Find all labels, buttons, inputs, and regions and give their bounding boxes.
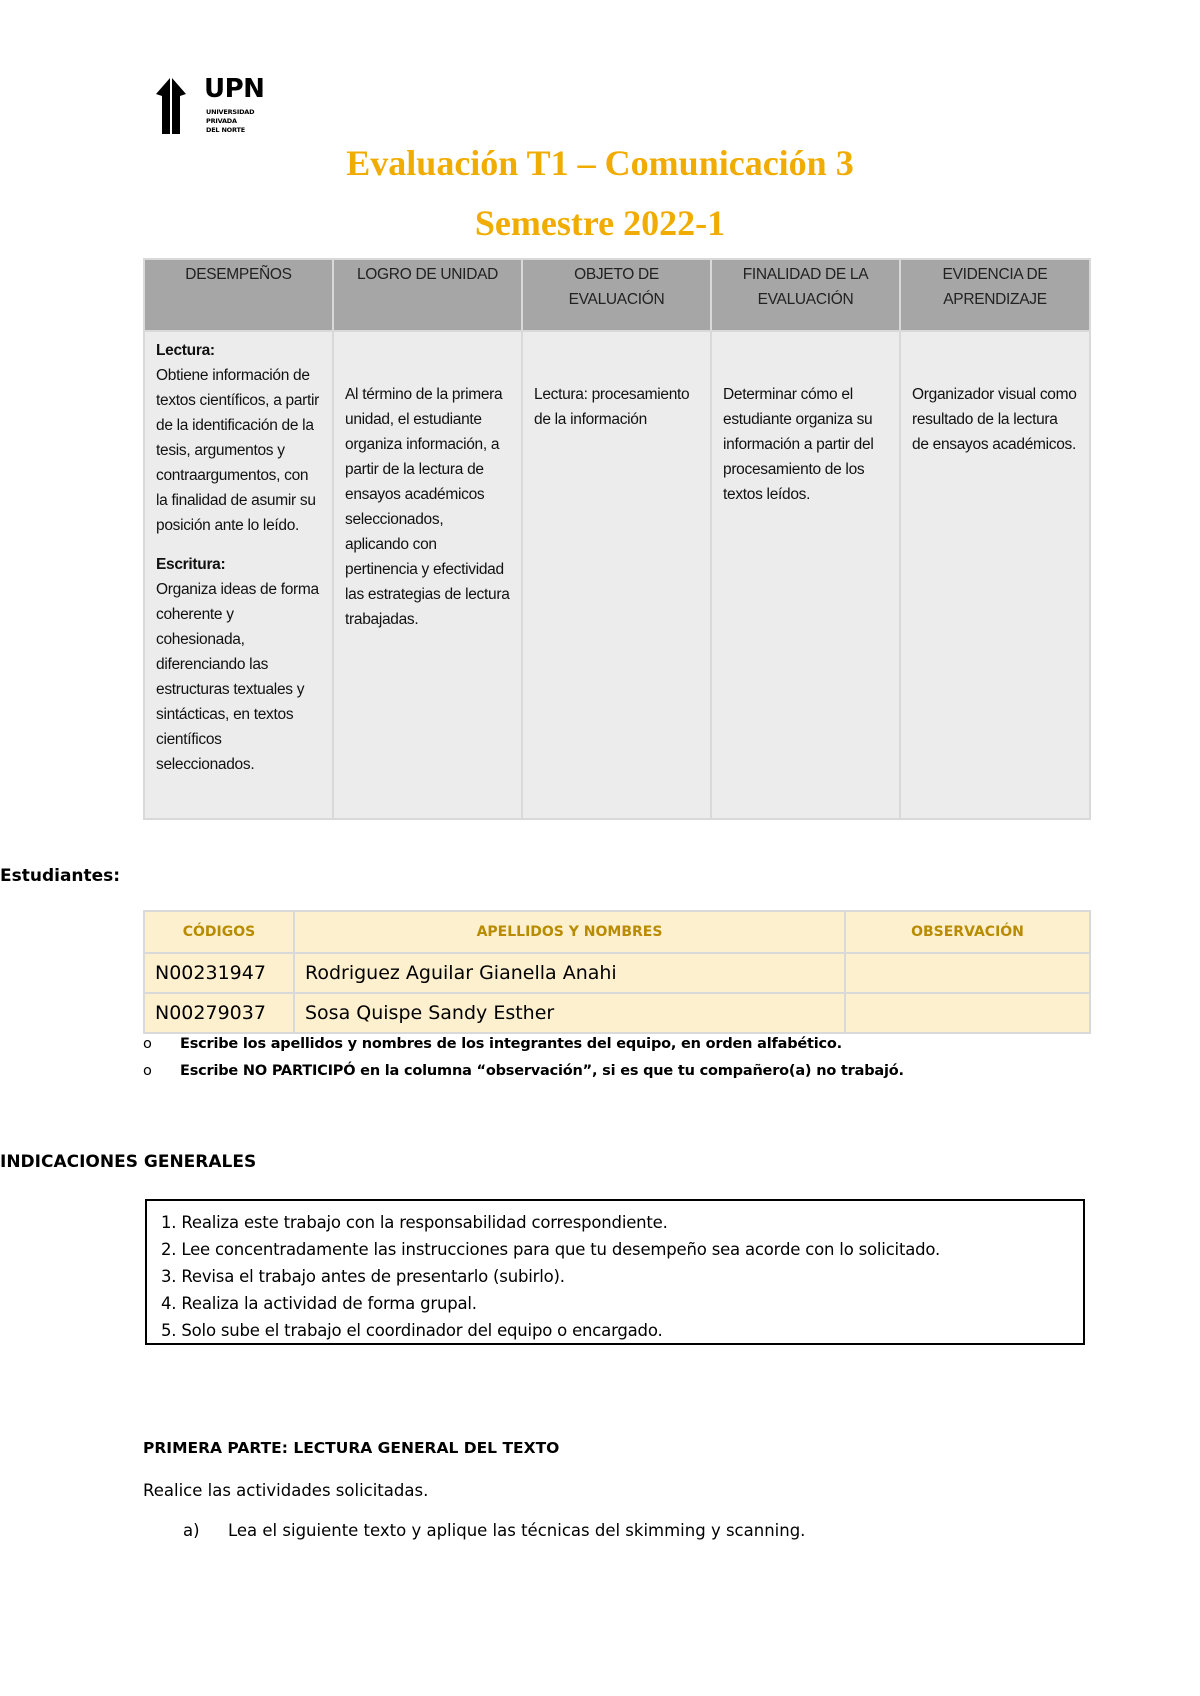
header-nombres: APELLIDOS Y NOMBRES bbox=[294, 911, 845, 953]
part-one-item bbox=[183, 1521, 805, 1540]
part-one-instruction: Realice las actividades solicitadas. bbox=[143, 1481, 429, 1500]
cell-evidencia bbox=[900, 331, 1090, 819]
student-code: N00279037 bbox=[144, 993, 294, 1033]
list-item bbox=[143, 1063, 904, 1090]
lectura-label: Lectura: bbox=[156, 342, 215, 359]
logo-sub-line: PRIVADA bbox=[206, 117, 237, 125]
torch-icon bbox=[154, 76, 198, 136]
general-heading: INDICACIONES GENERALES bbox=[0, 1152, 257, 1172]
general-instructions-list bbox=[147, 1213, 1083, 1348]
bullet-marker: o bbox=[143, 1063, 152, 1079]
students-header-row bbox=[144, 911, 1090, 953]
item-text: Lea el siguiente texto y aplique las técnicas del skimming y scanning. bbox=[228, 1521, 806, 1540]
part-one-heading: PRIMERA PARTE: LECTURA GENERAL DEL TEXTO bbox=[143, 1439, 560, 1457]
cell-finalidad bbox=[711, 331, 900, 819]
evidencia-text: Organizador visual como resultado de la lectura de ensayos académicos. bbox=[912, 386, 1077, 453]
cell-desempenos bbox=[144, 331, 333, 819]
header-logro: LOGRO DE UNIDAD bbox=[333, 259, 522, 331]
student-name: Rodriguez Aguilar Gianella Anahi bbox=[294, 953, 845, 993]
logo-sub-line: UNIVERSIDAD bbox=[206, 108, 255, 116]
evaluation-content-row bbox=[144, 331, 1090, 819]
finalidad-text: Determinar cómo el estudiante organiza su información a partir del procesamiento de los textos leídos. bbox=[723, 386, 874, 503]
list-item bbox=[143, 1036, 904, 1063]
list-item: 5. Solo sube el trabajo el coordinador del equipo o encargado. bbox=[161, 1321, 663, 1340]
students-label: Estudiantes: bbox=[0, 866, 121, 886]
students-table bbox=[143, 910, 1091, 1034]
list-item: 3. Revisa el trabajo antes de presentarlo (subirlo). bbox=[161, 1267, 565, 1286]
escritura-label: Escritura: bbox=[156, 556, 226, 573]
logo-sub-line: DEL NORTE bbox=[206, 126, 245, 134]
list-item: 1. Realiza este trabajo con la responsabilidad correspondiente. bbox=[161, 1213, 668, 1232]
logro-text: Al término de la primera unidad, el estudiante organiza información, a partir de la lectura de ensayos académicos seleccionados, aplicando con pertinencia y efectividad las estrategias de lectura trabajadas. bbox=[345, 386, 510, 628]
cell-logro bbox=[333, 331, 522, 819]
student-code: N00231947 bbox=[144, 953, 294, 993]
instruction-notes bbox=[143, 1036, 904, 1090]
header-evidencia: EVIDENCIA DE APRENDIZAJE bbox=[900, 259, 1090, 331]
item-letter: a) bbox=[183, 1521, 200, 1540]
header-objeto: OBJETO DE EVALUACIÓN bbox=[522, 259, 711, 331]
table-row bbox=[144, 953, 1090, 993]
student-observation bbox=[845, 953, 1090, 993]
upn-logo bbox=[154, 74, 264, 138]
student-observation bbox=[845, 993, 1090, 1033]
document-subtitle: Semestre 2022-1 bbox=[474, 203, 726, 243]
list-item: 4. Realiza la actividad de forma grupal. bbox=[161, 1294, 477, 1313]
student-name: Sosa Quispe Sandy Esther bbox=[294, 993, 845, 1033]
header-desempenos: DESEMPEÑOS bbox=[144, 259, 333, 331]
logo-subtitle bbox=[206, 108, 254, 135]
header-observacion: OBSERVACIÓN bbox=[845, 911, 1090, 953]
list-item: 2. Lee concentradamente las instrucciones para que tu desempeño sea acorde con lo solicitado. bbox=[161, 1240, 941, 1259]
header-codigos: CÓDIGOS bbox=[144, 911, 294, 953]
note-text: Escribe los apellidos y nombres de los integrantes del equipo, en orden alfabético. bbox=[180, 1036, 842, 1052]
evaluation-table bbox=[143, 258, 1091, 820]
table-row bbox=[144, 993, 1090, 1033]
evaluation-header-row bbox=[144, 259, 1090, 331]
general-instructions-box bbox=[145, 1199, 1085, 1345]
note-text: Escribe NO PARTICIPÓ en la columna “observación”, si es que tu compañero(a) no trabajó. bbox=[180, 1063, 904, 1079]
document-title: Evaluación T1 – Comunicación 3 bbox=[346, 143, 854, 183]
logo-name: UPN bbox=[204, 74, 265, 104]
cell-objeto bbox=[522, 331, 711, 819]
header-finalidad: FINALIDAD DE LA EVALUACIÓN bbox=[711, 259, 900, 331]
escritura-text: Organiza ideas de forma coherente y cohesionada, diferenciando las estructuras textuales y sintácticas, en textos científicos seleccionados. bbox=[156, 581, 319, 773]
objeto-text: Lectura: procesamiento de la información bbox=[534, 386, 690, 428]
lectura-text: Obtiene información de textos científicos, a partir de la identificación de la tesis, argumentos y contraargumentos, con la finalidad de asumir su posición ante lo leído. bbox=[156, 367, 320, 534]
bullet-marker: o bbox=[143, 1036, 152, 1052]
